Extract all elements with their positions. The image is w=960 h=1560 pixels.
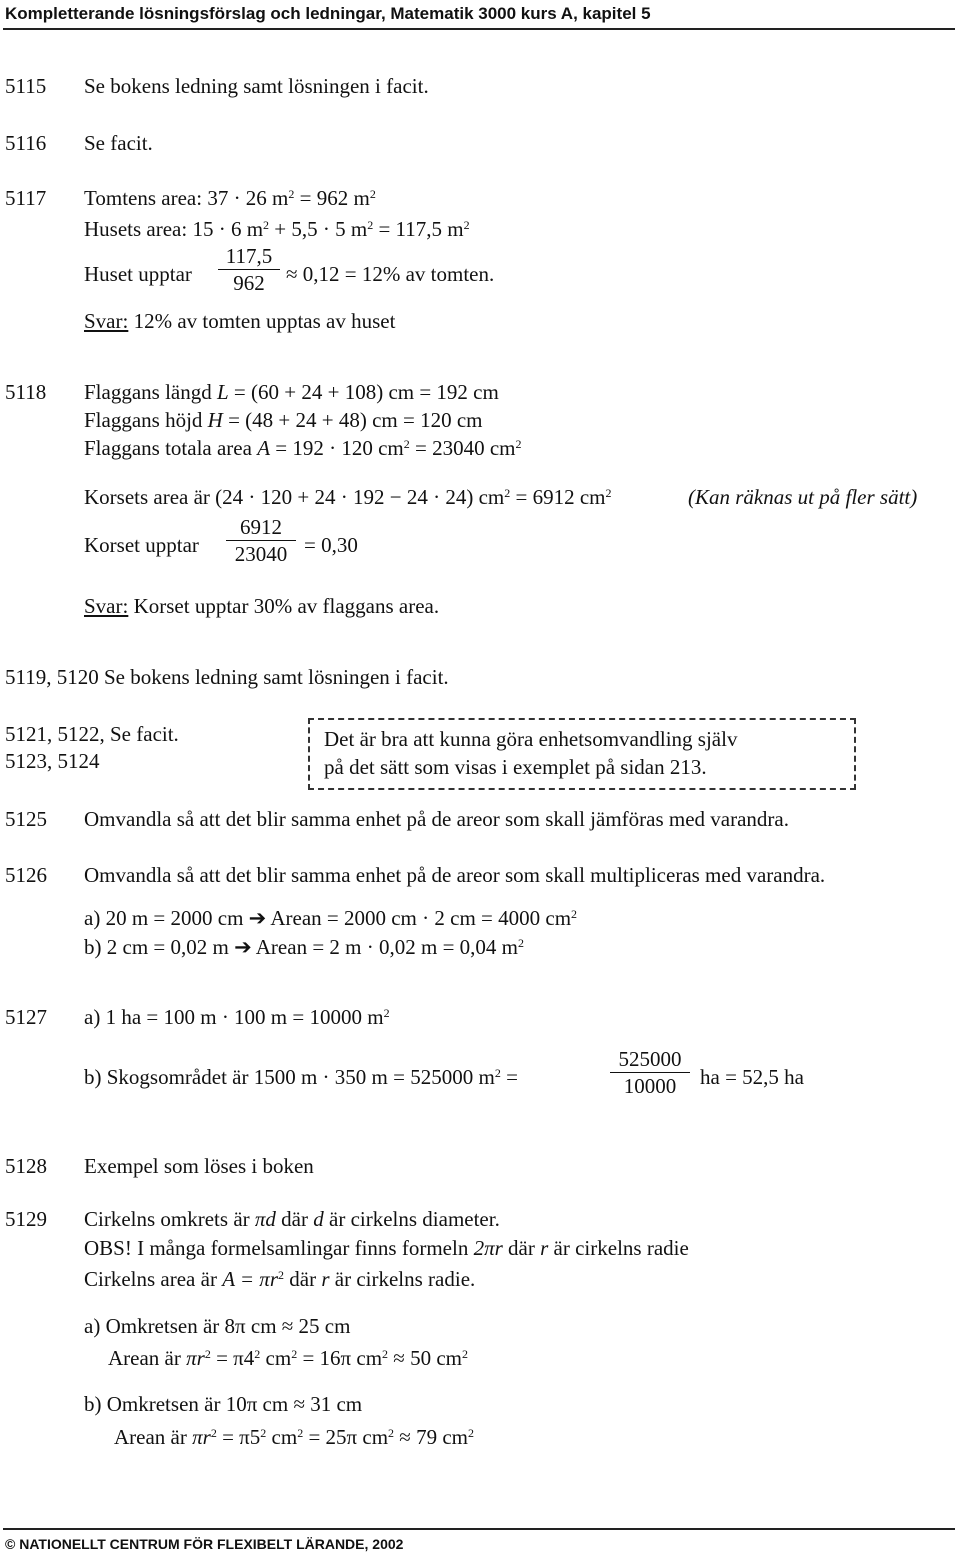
tip-line: Det är bra att kunna göra enhetsomvandling själv bbox=[324, 727, 738, 751]
problem-number: 5118 bbox=[5, 380, 47, 404]
problem-number: 5127 bbox=[5, 1005, 47, 1029]
problem-text: Se bokens ledning samt lösningen i facit. bbox=[84, 74, 429, 98]
answer-line: Svar: 12% av tomten upptas av huset bbox=[84, 309, 396, 333]
solution-line: b) 2 cm = 0,02 m ➔ Arean = 2 m · 0,02 m = 0,04 $m^2$ bbox=[84, 935, 524, 959]
fraction-label: Korset upptar bbox=[84, 533, 199, 557]
solution-line: Flaggans totala area A = 192 · 120 $cm^2 = 23040$ $cm^2$ bbox=[84, 436, 522, 460]
problem-text: Omvandla så att det blir samma enhet på de areor som skall jämföras med varandra. bbox=[84, 807, 789, 831]
numerator: 525000 bbox=[618, 1047, 682, 1071]
solution-line: b) Skogsområdet är 1500 m · 350 m = 525000 $m^2$ = bbox=[84, 1065, 518, 1089]
problem-number: 5129 bbox=[5, 1207, 47, 1231]
solution-line: Arean är $\pi r^2 = \pi 5^2$ $cm^2 = 25\pi$ $cm^2 \approx 79$ $cm^2$ bbox=[114, 1425, 474, 1449]
solution-line: ha = 52,5 ha bbox=[700, 1065, 804, 1089]
solution-line: b) Omkretsen är 10π cm ≈ 31 cm bbox=[84, 1392, 363, 1416]
solution-line: a) 1 ha = 100 m · 100 m = 10000 $m^2$ bbox=[84, 1005, 390, 1029]
solution-line: Flaggans längd L = (60 + 24 + 108) cm = 192 cm bbox=[84, 380, 499, 404]
problem-text: Omvandla så att det blir samma enhet på de areor som skall multipliceras med varandra. bbox=[84, 863, 826, 887]
solution-line: Cirkelns area är $A = \pi r^2$ där r är cirkelns radie. bbox=[84, 1267, 476, 1291]
fraction bbox=[226, 515, 296, 566]
answer-line: Svar: Korset upptar 30% av flaggans area. bbox=[84, 594, 440, 618]
tip-box bbox=[308, 718, 856, 790]
fraction-bar bbox=[610, 1072, 690, 1073]
tip-line: på det sätt som visas i exemplet på sidan 213. bbox=[324, 755, 707, 779]
solution-line: Arean är $\pi r^2 = \pi 4^2$ $cm^2 = 16\pi$ $cm^2 \approx 50$ $cm^2$ bbox=[108, 1346, 468, 1370]
solution-line: Korsets area är (24 · 120 + 24 · 192 − 24 · 24) $cm^2 = 6912$ $cm^2$ bbox=[84, 485, 612, 509]
fraction-bar bbox=[218, 269, 280, 270]
solution-line: a) Omkretsen är 8π cm ≈ 25 cm bbox=[84, 1314, 351, 1338]
problem-number: 5128 bbox=[5, 1154, 47, 1178]
denominator: 10000 bbox=[623, 1074, 677, 1098]
problem-number: 5125 bbox=[5, 807, 47, 831]
fraction bbox=[218, 244, 280, 295]
header-rule bbox=[3, 28, 955, 30]
footer-rule bbox=[3, 1528, 955, 1530]
problem-number: 5117 bbox=[5, 186, 47, 210]
numerator: 117,5 bbox=[225, 244, 273, 268]
problem-text: 5119, 5120 Se bokens ledning samt lösningen i facit. bbox=[5, 665, 449, 689]
problem-number: 5115 bbox=[5, 74, 47, 98]
solution-line: Tomtens area: 37 · 26 $m^2 = 962$ $m^2$ bbox=[84, 186, 376, 210]
side-note: (Kan räknas ut på fler sätt) bbox=[688, 485, 918, 509]
solution-line: = 0,30 bbox=[304, 533, 358, 557]
problem-text: 5121, 5122, Se facit. bbox=[5, 722, 179, 746]
page-header: Kompletterande lösningsförslag och ledningar, Matematik 3000 kurs A, kapitel 5 bbox=[5, 4, 651, 23]
denominator: 962 bbox=[233, 271, 265, 295]
fraction bbox=[610, 1047, 690, 1098]
problem-text: 5123, 5124 bbox=[5, 749, 100, 773]
solution-line: a) 20 m = 2000 cm ➔ Arean = 2000 cm · 2 cm = 4000 $cm^2$ bbox=[84, 906, 578, 930]
problem-number: 5126 bbox=[5, 863, 47, 887]
problem-text: Exempel som löses i boken bbox=[84, 1154, 314, 1178]
denominator: 23040 bbox=[234, 542, 288, 566]
solution-line: Husets area: 15 · 6 $m^2 + 5,5 \cdot 5$ $m^2 = 117,5$ $m^2$ bbox=[84, 217, 470, 241]
solution-line: OBS! I många formelsamlingar finns formeln 2πr där r är cirkelns radie bbox=[84, 1236, 689, 1260]
problem-number: 5116 bbox=[5, 131, 47, 155]
problem-text: Se facit. bbox=[84, 131, 153, 155]
numerator: 6912 bbox=[240, 515, 282, 539]
solution-line: Flaggans höjd H = (48 + 24 + 48) cm = 120 cm bbox=[84, 408, 483, 432]
solution-line: Cirkelns omkrets är πd där d är cirkelns diameter. bbox=[84, 1207, 500, 1231]
page-footer: © NATIONELLT CENTRUM FÖR FLEXIBELT LÄRANDE, 2002 bbox=[5, 1536, 404, 1552]
fraction-label: Huset upptar bbox=[84, 262, 192, 286]
solution-line: ≈ 0,12 = 12% av tomten. bbox=[286, 262, 495, 286]
fraction-bar bbox=[226, 540, 296, 541]
